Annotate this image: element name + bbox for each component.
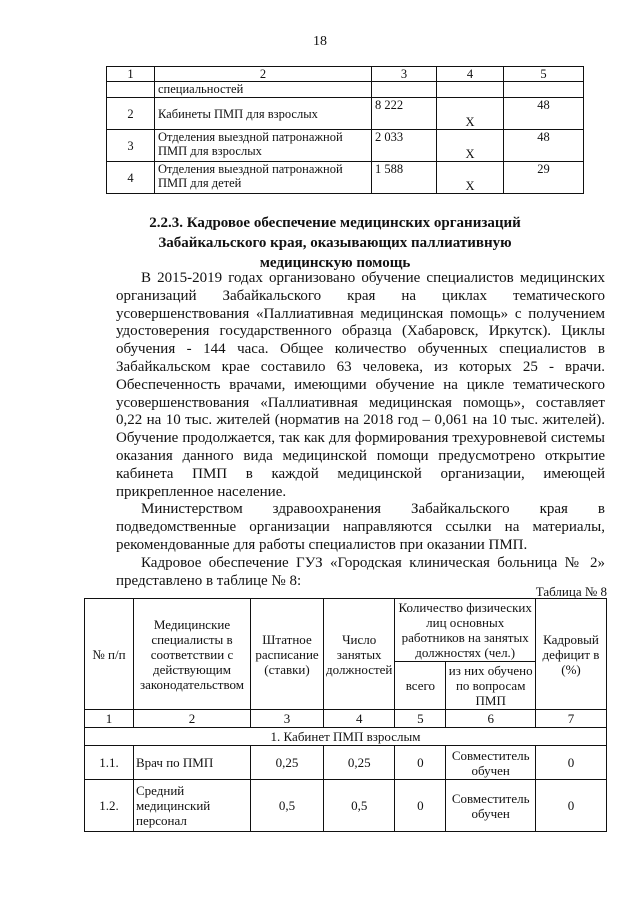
row-specialist: Средний медицинский персонал — [134, 780, 251, 832]
row-deficit: 0 — [536, 780, 607, 832]
row-value5: 29 — [504, 162, 584, 194]
row-value5: 48 — [504, 98, 584, 130]
row-value: 8 222 — [372, 98, 437, 130]
row-staff: 0,25 — [251, 746, 324, 780]
section-heading: 2.2.3. Кадровое обеспечение медицинских организаций Забайкальского края, оказывающих паллиативную медицинскую помощь — [149, 215, 521, 271]
row-value5: 48 — [504, 130, 584, 162]
row-trained: Совместитель обучен — [446, 780, 536, 832]
paragraph: Кадровое обеспечение ГУЗ «Городская клиническая больница № 2» представлено в таблице № 8: — [116, 554, 605, 589]
table-row — [107, 130, 584, 162]
row-total: 0 — [395, 746, 446, 780]
row-name: Отделения выездной патронажной ПМП для взрослых — [155, 130, 372, 162]
row-value: 1 588 — [372, 162, 437, 194]
header-count: Количество физических лиц основных работников на занятых должностях (чел.) — [395, 599, 536, 662]
row-deficit: 0 — [536, 746, 607, 780]
row-number: 1.2. — [85, 780, 134, 832]
row-value: 2 033 — [372, 130, 437, 162]
header-specialists: Медицинские специалисты в соответствии с действующим законодательством — [134, 599, 251, 710]
header-staff: Штатное расписание (ставки) — [251, 599, 324, 710]
table-caption: Таблица № 8 — [535, 584, 607, 599]
row-positions: 0,5 — [324, 780, 395, 832]
row-staff: 0,5 — [251, 780, 324, 832]
row-name: Отделения выездной патронажной ПМП для детей — [155, 162, 372, 194]
table-row — [107, 82, 584, 98]
table-row — [85, 780, 607, 832]
col-header: 1 — [107, 67, 155, 82]
row-value — [372, 82, 437, 98]
body-text — [116, 270, 605, 590]
col-number: 3 — [251, 710, 324, 728]
page-number: 18 — [313, 34, 327, 49]
table-header-row — [107, 67, 584, 82]
header-total: всего — [395, 662, 446, 710]
col-number: 4 — [324, 710, 395, 728]
row-number: 4 — [107, 162, 155, 194]
column-number-row — [85, 710, 607, 728]
row-specialist: Врач по ПМП — [134, 746, 251, 780]
col-number: 2 — [134, 710, 251, 728]
col-number: 7 — [536, 710, 607, 728]
col-header: 5 — [504, 67, 584, 82]
col-number: 1 — [85, 710, 134, 728]
section-row — [85, 728, 607, 746]
header-trained: из них обучено по вопросам ПМП — [446, 662, 536, 710]
table-row — [107, 162, 584, 194]
table-row — [85, 746, 607, 780]
col-number: 5 — [395, 710, 446, 728]
header-num: № п/п — [85, 599, 134, 710]
row-total: 0 — [395, 780, 446, 832]
row-number: 3 — [107, 130, 155, 162]
header-positions: Число занятых должностей — [324, 599, 395, 710]
paragraph: В 2015-2019 годах организовано обучение специалистов медицинских организаций Забайкальского края на циклах тематического усовершенствования «Паллиативная медицинская помощь» с получением удостоверения государственного образца (Хабаровск, Иркутск). Циклы обучения - 144 часа. Общее количество обученных специалистов в Забайкальском крае составило 63 человека, из которых 25 - врачи. Обеспеченность врачами, имеющими обучение на цикле тематического усовершенствования «Паллиативная медицинская помощь», составляет 0,22 на 10 тыс. жителей (норматив на 2018 год – 0,061 на 10 тыс. жителей). Обучение продолжается, так как для формирования трехуровневой системы оказания данного вида медицинской помощи предусмотрено открытие кабинета ПМП в каждой медицинской организации, имеющей прикрепленное население. — [116, 270, 605, 500]
row-positions: 0,25 — [324, 746, 395, 780]
section-title: 1. Кабинет ПМП взрослым — [85, 728, 607, 746]
facilities-table-continued — [106, 66, 584, 194]
row-name: специальностей — [155, 82, 372, 98]
row-trained: Совместитель обучен — [446, 746, 536, 780]
col-header: 4 — [437, 67, 504, 82]
header-deficit: Кадровый дефицит в (%) — [536, 599, 607, 710]
table-header-row — [85, 599, 607, 662]
row-number: 2 — [107, 98, 155, 130]
row-x: X — [437, 98, 504, 130]
row-number: 1.1. — [85, 746, 134, 780]
row-x — [437, 82, 504, 98]
row-number — [107, 82, 155, 98]
row-x: X — [437, 162, 504, 194]
col-header: 2 — [155, 67, 372, 82]
staffing-table — [84, 598, 607, 832]
row-name: Кабинеты ПМП для взрослых — [155, 98, 372, 130]
col-header: 3 — [372, 67, 437, 82]
paragraph: Министерством здравоохранения Забайкальского края в подведомственные организации направляются ссылки на материалы, рекомендованные для работы специалистов при оказании ПМП. — [116, 501, 605, 553]
row-x: X — [437, 130, 504, 162]
col-number: 6 — [446, 710, 536, 728]
table-row — [107, 98, 584, 130]
row-value5 — [504, 82, 584, 98]
